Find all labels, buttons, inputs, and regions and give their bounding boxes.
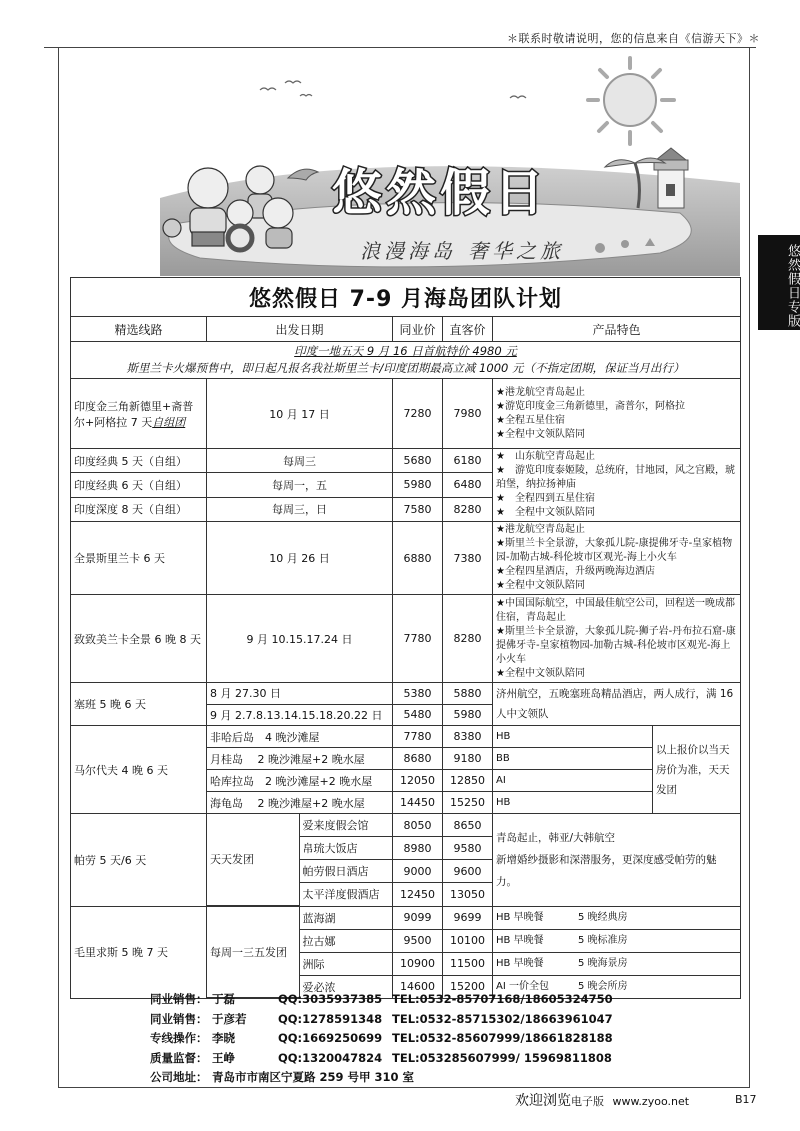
header-route: 精选线路 bbox=[71, 317, 207, 342]
route-cell: 印度深度 8 天（自组） bbox=[71, 497, 207, 521]
source-note: ＊联系时敬请说明，您的信息来自《信游天下》＊ bbox=[507, 32, 760, 45]
meal-cell: AI bbox=[493, 770, 653, 792]
date-cell: 每周一三五发团 bbox=[207, 907, 299, 998]
side-tab: 悠然假日专版 bbox=[758, 235, 800, 330]
slogan-right: 奢华之旅 bbox=[468, 239, 564, 263]
promo-line-1: 印度一地五天 9 月 16 日首航特价 4980 元 bbox=[294, 344, 517, 358]
trade-price-cell: 9099 9500 10900 14600 bbox=[393, 906, 443, 999]
trade-price-cell: 7780 bbox=[393, 595, 443, 683]
meal-cell: HB bbox=[493, 726, 653, 748]
hotel-cell: 帛琉大饭店 bbox=[299, 837, 392, 860]
date-cell: 9 月 2.7.8.13.14.15.18.20.22 日 bbox=[207, 704, 393, 726]
route-cell: 印度经典 6 天（自组） bbox=[71, 473, 207, 497]
features-cell: ★ 山东航空青岛起止 ★ 游览印度泰姬陵，总统府，甘地园，风之宫殿，琥珀堡，纳拉扬神庙 ★ 全程四到五星住宿 ★ 全程中文领队陪同 bbox=[493, 449, 741, 522]
date-cell: 天天发团 bbox=[207, 814, 299, 905]
direct-price-cell: 6480 bbox=[443, 473, 493, 497]
trade-price-cell: 8680 bbox=[393, 748, 443, 770]
route-cell: 印度金三角新德里+斋普尔+阿格拉 7 天自组团 bbox=[71, 379, 207, 449]
direct-price-cell: 15250 bbox=[443, 792, 493, 814]
plan-title: 悠然假日 7-9 月海岛团队计划 bbox=[71, 278, 741, 317]
contact-row: 专线操作： 李晓 QQ:1669250699 TEL:0532-85607999/18661828188 bbox=[150, 1031, 613, 1045]
palau-date-hotel-cell bbox=[207, 814, 393, 907]
date-cell: 10 月 17 日 bbox=[207, 379, 393, 449]
trade-price-cell: 7280 bbox=[393, 379, 443, 449]
table-row bbox=[71, 726, 741, 748]
direct-price-cell: 9699 10100 11500 15200 bbox=[443, 906, 493, 999]
direct-price-cell: 5980 bbox=[443, 704, 493, 726]
route-cell: 塞班 5 晚 6 天 bbox=[71, 683, 207, 726]
features-cell: ★港龙航空青岛起止 ★游览印度金三角新德里，斋普尔，阿格拉 ★全程五星住宿 ★全程中文领队陪同 bbox=[493, 379, 741, 449]
meal-cell: BB bbox=[493, 748, 653, 770]
slogan-left: 浪漫海岛 bbox=[360, 239, 456, 263]
hotel-cell: 帕劳假日酒店 bbox=[299, 860, 392, 883]
direct-price-cell: 8650 9580 9600 13050 bbox=[443, 814, 493, 907]
promo-banner bbox=[71, 342, 741, 379]
route-cell: 印度经典 5 天（自组） bbox=[71, 449, 207, 473]
route-cell: 致致美兰卡全景 6 晚 8 天 bbox=[71, 595, 207, 683]
trade-price-cell: 5380 bbox=[393, 683, 443, 705]
hotel-cell: 太平洋度假酒店 bbox=[302, 888, 380, 901]
header-trade-price: 同业价 bbox=[393, 317, 443, 342]
hotel-cell: 爱必浓 bbox=[302, 980, 336, 994]
contact-row: 质量监督： 王峥 QQ:1320047824 TEL:053285607999/ 15969811808 bbox=[150, 1050, 612, 1065]
table-row bbox=[71, 683, 741, 705]
hotel-cell: 洲际 bbox=[299, 952, 392, 975]
direct-price-cell: 8380 bbox=[443, 726, 493, 748]
footer bbox=[515, 1090, 689, 1110]
route-cell: 帕劳 5 天/6 天 bbox=[71, 814, 207, 907]
address-row: 公司地址： 青岛市市南区宁夏路 259 号甲 310 室 bbox=[150, 1070, 415, 1084]
promo-line-2: 斯里兰卡火爆预售中，即日起凡报名我社斯里兰卡/印度团期最高立减 1000 元（不指定团期，保证当月出行） bbox=[126, 361, 685, 375]
footer-url[interactable]: www.zyoo.net bbox=[612, 1095, 690, 1108]
contact-row: 同业销售： 丁磊 QQ:3035937385 TEL:0532-85707168/18605324750 bbox=[150, 992, 613, 1006]
route-cell: 毛里求斯 5 晚 7 天 bbox=[71, 906, 207, 999]
route-cell: 马尔代夫 4 晚 6 天 bbox=[71, 726, 207, 814]
table-row bbox=[71, 522, 741, 595]
table-row bbox=[71, 595, 741, 683]
island-cell: 月桂岛 2 晚沙滩屋+2 晚水屋 bbox=[207, 748, 393, 770]
features-cell: ★中国国际航空，中国最佳航空公司，回程送一晚成都住宿，青岛起止 ★斯里兰卡全景游，大象孤儿院-狮子岩-丹布拉石窟-康提佛牙寺-皇家植物园-加勒古城-科伦坡市区观光-海上小火车 ★全程中文领队陪同 bbox=[493, 595, 741, 683]
tour-plan-table bbox=[70, 277, 741, 999]
header-features: 产品特色 bbox=[493, 317, 741, 342]
island-cell: 海龟岛 2 晚沙滩屋+2 晚水屋 bbox=[207, 792, 393, 814]
hotel-cell: 蓝海湖 bbox=[299, 907, 392, 930]
trade-price-cell: 8050 8980 9000 12450 bbox=[393, 814, 443, 907]
maldives-note: 以上报价以当天房价为准，天天发团 bbox=[653, 726, 741, 814]
route-cell: 全景斯里兰卡 6 天 bbox=[71, 522, 207, 595]
direct-price-cell: 7380 bbox=[443, 522, 493, 595]
date-cell: 每周三 bbox=[207, 449, 393, 473]
island-cell: 哈库拉岛 2 晚沙滩屋+2 晚水屋 bbox=[207, 770, 393, 792]
date-cell: 9 月 10.15.17.24 日 bbox=[207, 595, 393, 683]
direct-price-cell: 6180 bbox=[443, 449, 493, 473]
header-direct-price: 直客价 bbox=[443, 317, 493, 342]
footer-text: 欢迎浏览 bbox=[515, 1093, 571, 1109]
page-number: B17 bbox=[735, 1093, 757, 1106]
island-cell: 非哈后岛 4 晚沙滩屋 bbox=[207, 726, 393, 748]
mauritius-date-hotel-cell bbox=[207, 906, 393, 999]
hotel-cell: 爱来度假会馆 bbox=[299, 814, 392, 837]
direct-price-cell: 12850 bbox=[443, 770, 493, 792]
trade-price-cell: 7780 bbox=[393, 726, 443, 748]
trade-price-cell: 5980 bbox=[393, 473, 443, 497]
direct-price-cell: 5880 bbox=[443, 683, 493, 705]
direct-price-cell: 8280 bbox=[443, 595, 493, 683]
table-row bbox=[71, 449, 741, 473]
direct-price-cell: 9180 bbox=[443, 748, 493, 770]
direct-price-cell: 8280 bbox=[443, 497, 493, 521]
lighthouse-icon bbox=[654, 148, 688, 208]
brand-logo: 悠然假日 bbox=[332, 164, 548, 222]
beach-illustration bbox=[60, 48, 746, 276]
table-row bbox=[71, 814, 741, 907]
date-cell: 8 月 27.30 日 bbox=[207, 683, 393, 705]
trade-price-cell: 6880 bbox=[393, 522, 443, 595]
table-row bbox=[71, 379, 741, 449]
contact-row: 同业销售： 于彦若 QQ:1278591348 TEL:0532-85715302/18663961047 bbox=[150, 1011, 613, 1026]
table-row bbox=[71, 906, 741, 999]
trade-price-cell: 14450 bbox=[393, 792, 443, 814]
date-cell: 每周三，日 bbox=[207, 497, 393, 521]
hotel-cell: 拉古娜 bbox=[299, 929, 392, 952]
trade-price-cell: 7580 bbox=[393, 497, 443, 521]
footer-small: 电子版 bbox=[571, 1095, 604, 1108]
trade-price-cell: 5480 bbox=[393, 704, 443, 726]
direct-price-cell: 7980 bbox=[443, 379, 493, 449]
features-cell: 济州航空，五晚塞班岛精品酒店，两人成行，满 16 人中文领队 bbox=[493, 683, 741, 726]
banner bbox=[60, 48, 746, 276]
header-date: 出发日期 bbox=[207, 317, 393, 342]
date-cell: 每周一，五 bbox=[207, 473, 393, 497]
meal-cell: HB bbox=[493, 792, 653, 814]
date-cell: 10 月 26 日 bbox=[207, 522, 393, 595]
trade-price-cell: 5680 bbox=[393, 449, 443, 473]
features-cell: HB 早晚餐 5 晚经典房 HB 早晚餐 5 晚标准房 HB 早晚餐 5 晚海景房 AI 一价全包 5 晚会所房 bbox=[493, 906, 741, 999]
contacts-block bbox=[150, 990, 613, 1088]
trade-price-cell: 12050 bbox=[393, 770, 443, 792]
features-cell: ★港龙航空青岛起止 ★斯里兰卡全景游，大象孤儿院-康提佛牙寺-皇家植物园-加勒古城-科伦坡市区观光-海上小火车 ★全程四星酒店，升级两晚海边酒店 ★全程中文领队陪同 bbox=[493, 522, 741, 595]
features-cell: 青岛起止，韩亚/大韩航空 新增婚纱摄影和深潜服务，更深度感受帕劳的魅力。 bbox=[493, 814, 741, 907]
